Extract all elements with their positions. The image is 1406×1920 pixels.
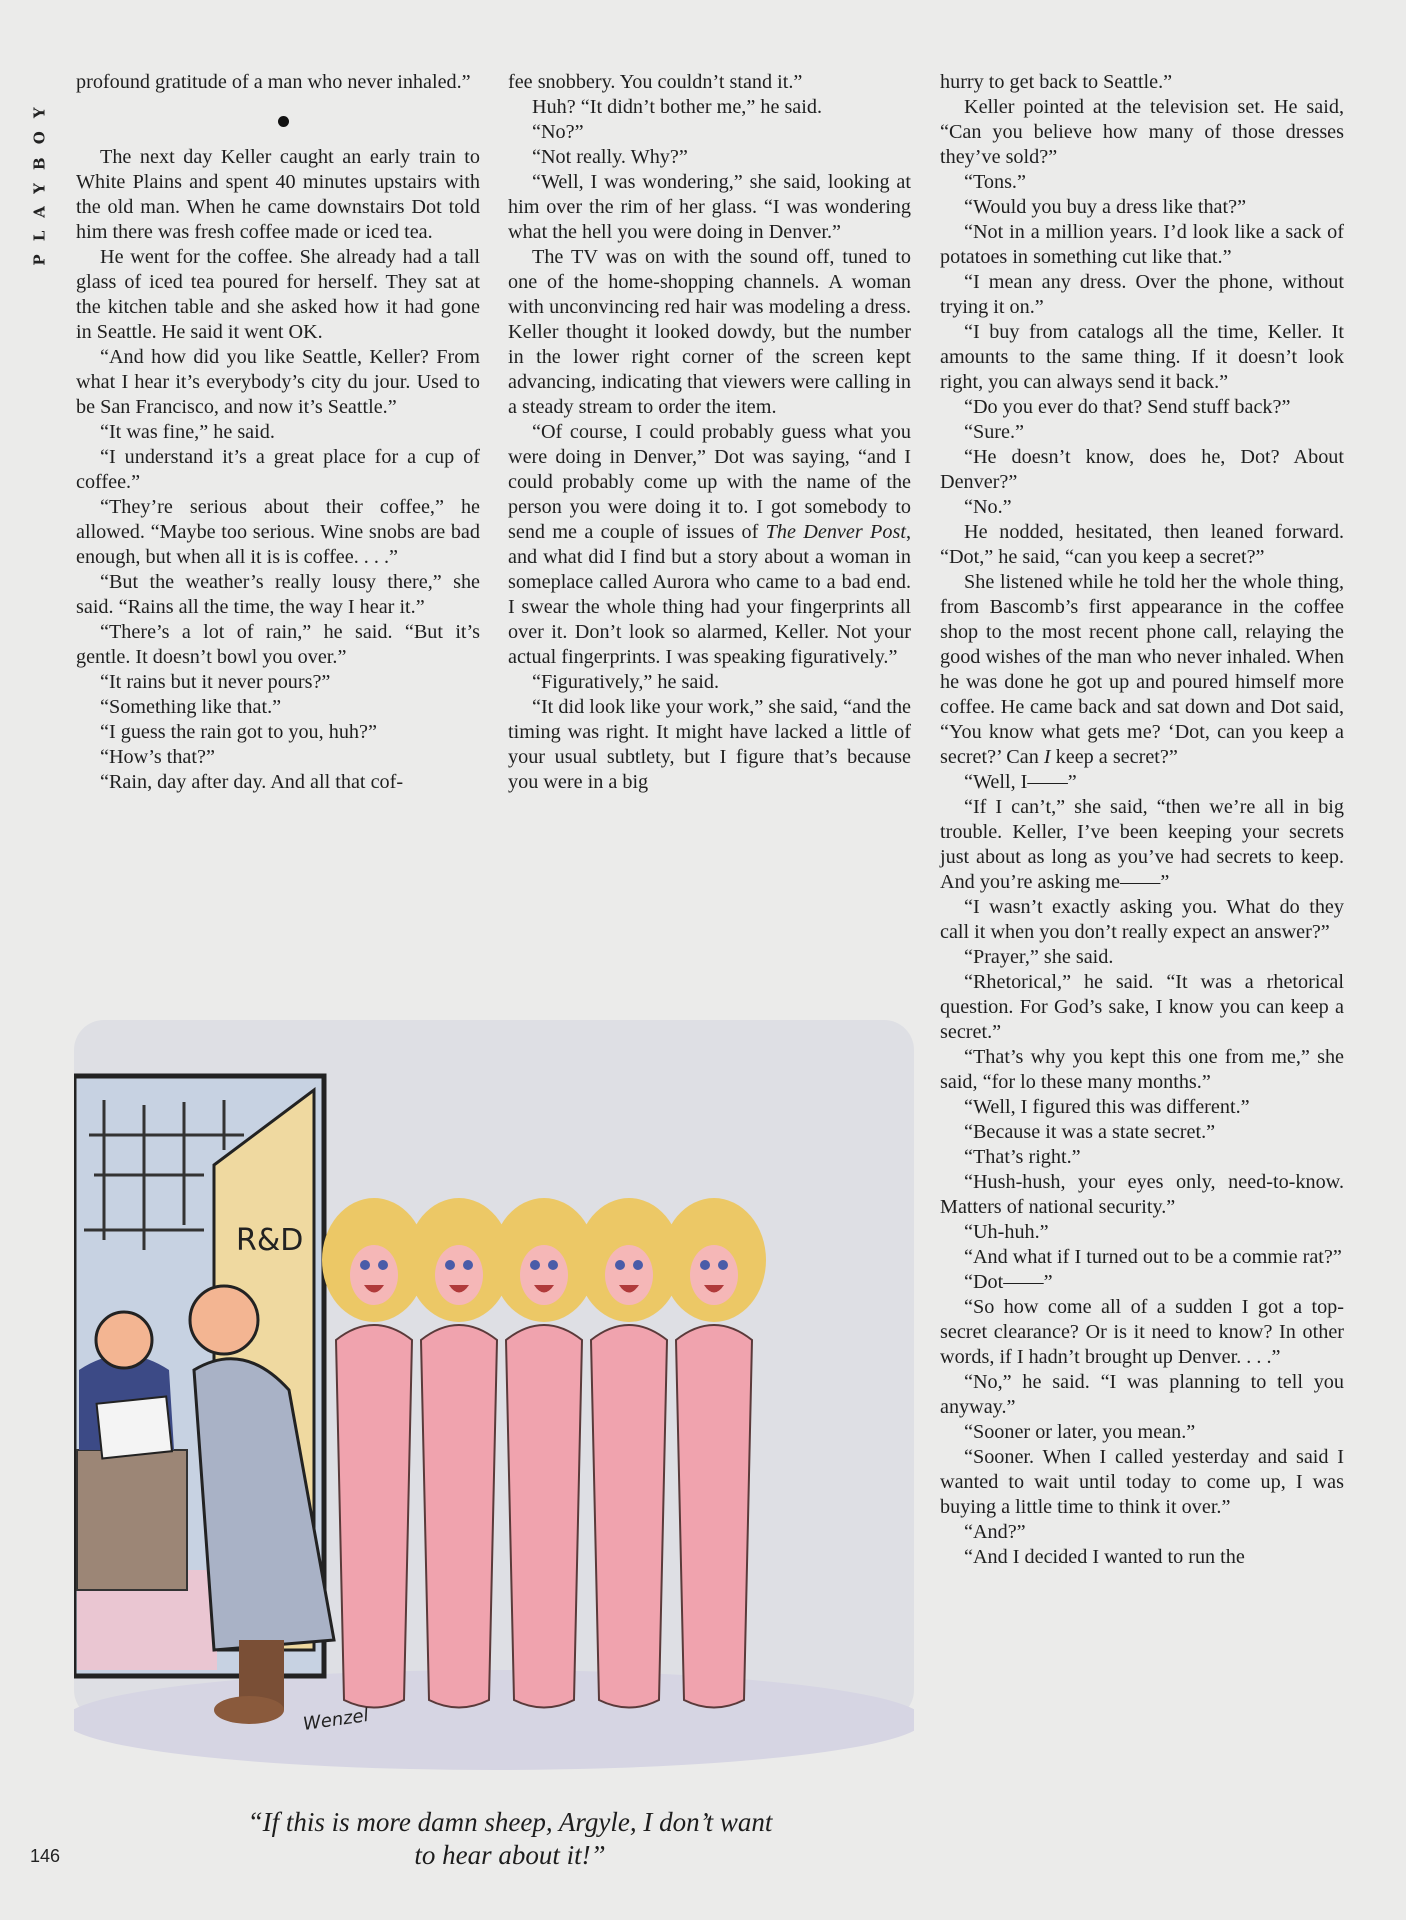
paragraph: “But the weather’s really lousy there,” she said. “Rains all the time, the way I hear it.”	[76, 571, 480, 618]
paragraph: “Rain, day after day. And all that cof-	[100, 771, 404, 793]
cartoon-floor	[74, 1670, 914, 1770]
paragraph: “I buy from catalogs all the time, Keller. It amounts to the same thing. If it doesn’t look right, you can always send it back.”	[940, 321, 1344, 393]
paragraph: He went for the coffee. She already had a tall glass of iced tea poured for herself. They sat at the kitchen table and she asked how it had gone in Seattle. He said it went OK.	[76, 246, 480, 343]
text-column-1	[76, 70, 480, 795]
paragraph: “I guess the rain got to you, huh?”	[100, 721, 377, 743]
paragraph: “Well, I——”	[964, 771, 1077, 793]
paragraph: “Figuratively,” he said.	[532, 671, 720, 693]
bullet-icon	[278, 116, 289, 127]
paragraph: “It was fine,” he said.	[100, 421, 275, 443]
paragraph: “I mean any dress. Over the phone, without trying it on.”	[940, 271, 1344, 318]
paragraph: “It did look like your work,” she said, “and the timing was right. It might have lacked a little of your usual subtlety, but I figure that’s because you were in a big	[508, 696, 911, 793]
paragraph: “Not in a million years. I’d look like a sack of potatoes in something cut like that.”	[940, 221, 1344, 268]
paragraph: “That’s why you kept this one from me,” she said, “for lo these many months.”	[940, 1046, 1344, 1093]
paragraph: “And what if I turned out to be a commie rat?”	[964, 1246, 1342, 1268]
paragraph: The next day Keller caught an early train to White Plains and spent 40 minutes upstairs with the old man. When he came downstairs Dot told him there was fresh coffee made or iced tea.	[76, 146, 480, 243]
paragraph: “Well, I was wondering,” she said, looking at him over the rim of her glass. “I was wondering what the hell you were doing in Denver.”	[508, 171, 911, 243]
door-sign: R&D	[236, 1223, 304, 1258]
paragraph: “And how did you like Seattle, Keller? From what I hear it’s everybody’s city du jour. Used to be San Francisco, and now it’s Seattle.”	[76, 346, 480, 418]
section-break-bullet	[76, 95, 480, 145]
paragraph: “Because it was a state secret.”	[964, 1121, 1216, 1143]
paragraph: Huh? “It didn’t bother me,” he said.	[532, 96, 823, 118]
figure-row	[322, 1198, 766, 1708]
paragraph: “Sure.”	[964, 421, 1024, 443]
paragraph: “Dot——”	[964, 1271, 1053, 1293]
paragraph: He nodded, hesitated, then leaned forward. “Dot,” he said, “can you keep a secret?”	[940, 521, 1344, 568]
paragraph: “And?”	[964, 1521, 1026, 1543]
paragraph: “Uh-huh.”	[964, 1221, 1049, 1243]
paragraph: hurry to get back to Seattle.”	[940, 71, 1173, 93]
paragraph: “I wasn’t exactly asking you. What do they call it when you don’t really expect an answer?”	[940, 896, 1344, 943]
paragraph: “Do you ever do that? Send stuff back?”	[964, 396, 1291, 418]
paragraph: “So how come all of a sudden I got a top-secret clearance? Or is it need to know? In other words, if I hadn’t brought up Denver. . . .”	[940, 1296, 1344, 1368]
paragraph: “Sooner or later, you mean.”	[964, 1421, 1196, 1443]
paragraph: “Prayer,” she said.	[964, 946, 1114, 968]
paragraph: She listened while he told her the whole thing, from Bascomb’s first appearance in the coffee shop to the most recent phone call, relaying the good wishes of the man who never inhaled. When he was done he got up and poured himself more coffee. He came back and sat down and Dot said, “You know what gets me? ‘Dot, can you keep a secret?’ Can I keep a secret?”	[940, 571, 1344, 768]
text-column-2	[508, 70, 911, 795]
paragraph: fee snobbery. You couldn’t stand it.”	[508, 71, 803, 93]
paragraph: “Rhetorical,” he said. “It was a rhetorical question. For God’s sake, I know you can keep a secret.”	[940, 971, 1344, 1043]
paragraph: “Tons.”	[964, 171, 1026, 193]
paragraph: “Sooner. When I called yesterday and said I wanted to wait until today to come up, I was buying a little time to think it over.”	[940, 1446, 1344, 1518]
italic-text: I	[1043, 746, 1051, 768]
paragraph: “They’re serious about their coffee,” he allowed. “Maybe too serious. Wine snobs are bad enough, but when all it is is coffee. . . .”	[76, 496, 480, 568]
magazine-name: PLAYBOY	[31, 94, 49, 266]
paragraph: The TV was on with the sound off, tuned to one of the home-shopping channels. A woman with unconvincing red hair was modeling a dress. Keller thought it looked dowdy, but the number in the lower right corner of the screen kept advancing, indicating that viewers were calling in a steady stream to order the item.	[508, 246, 911, 418]
paragraph: “And I decided I wanted to run the	[964, 1546, 1245, 1568]
paragraph: “How’s that?”	[100, 746, 215, 768]
paragraph: “Not really. Why?”	[532, 146, 688, 168]
paragraph: “If I can’t,” she said, “then we’re all in big trouble. Keller, I’ve been keeping your secrets just about as long as you’ve had secrets to keep. And you’re asking me——”	[940, 796, 1344, 893]
paragraph: “Something like that.”	[100, 696, 282, 718]
caption-line-2: to hear about it!”	[414, 1840, 606, 1870]
desk	[77, 1450, 187, 1590]
paragraph: “No,” he said. “I was planning to tell you anyway.”	[940, 1371, 1344, 1418]
text-column-3	[940, 70, 1344, 1570]
artist-signature: Wenzel	[301, 1704, 370, 1735]
cartoon-caption	[150, 1806, 870, 1872]
page-number: 146	[30, 1846, 61, 1866]
paragraph: “It rains but it never pours?”	[100, 671, 331, 693]
paragraph: “Of course, I could probably guess what you were doing in Denver,” Dot was saying, “and I could probably come up with the name of the person you were doing it to. I got somebody to send me a couple of issues of The Denver Post, and what did I find but a story about a woman in someplace called Aurora who came to a bad end. I swear the whole thing had your fingerprints all over it. Don’t look so alarmed, Keller. Not your actual fingerprints. I was speaking figuratively.”	[508, 421, 911, 668]
paragraph: “No?”	[532, 121, 584, 143]
paragraph: “Well, I figured this was different.”	[964, 1096, 1250, 1118]
paragraph: “I understand it’s a great place for a cup of coffee.”	[76, 446, 480, 493]
paragraph: “Would you buy a dress like that?”	[964, 196, 1247, 218]
paragraph: “He doesn’t know, does he, Dot? About Denver?”	[940, 446, 1344, 493]
paragraph: “That’s right.”	[964, 1146, 1081, 1168]
caption-line-1: “If this is more damn sheep, Argyle, I don’t want	[247, 1807, 773, 1837]
paragraph: profound gratitude of a man who never inhaled.”	[76, 71, 471, 93]
paragraph: “No.”	[964, 496, 1012, 518]
running-head	[28, 70, 52, 290]
cartoon-illustration	[74, 1010, 914, 1780]
paragraph: “There’s a lot of rain,” he said. “But it’s gentle. It doesn’t bowl you over.”	[76, 621, 480, 668]
italic-text: The Denver Post	[765, 521, 906, 543]
paragraph: Keller pointed at the television set. He said, “Can you believe how many of those dresses they’ve sold?”	[940, 96, 1344, 168]
paragraph: “Hush-hush, your eyes only, need-to-know. Matters of national security.”	[940, 1171, 1344, 1218]
